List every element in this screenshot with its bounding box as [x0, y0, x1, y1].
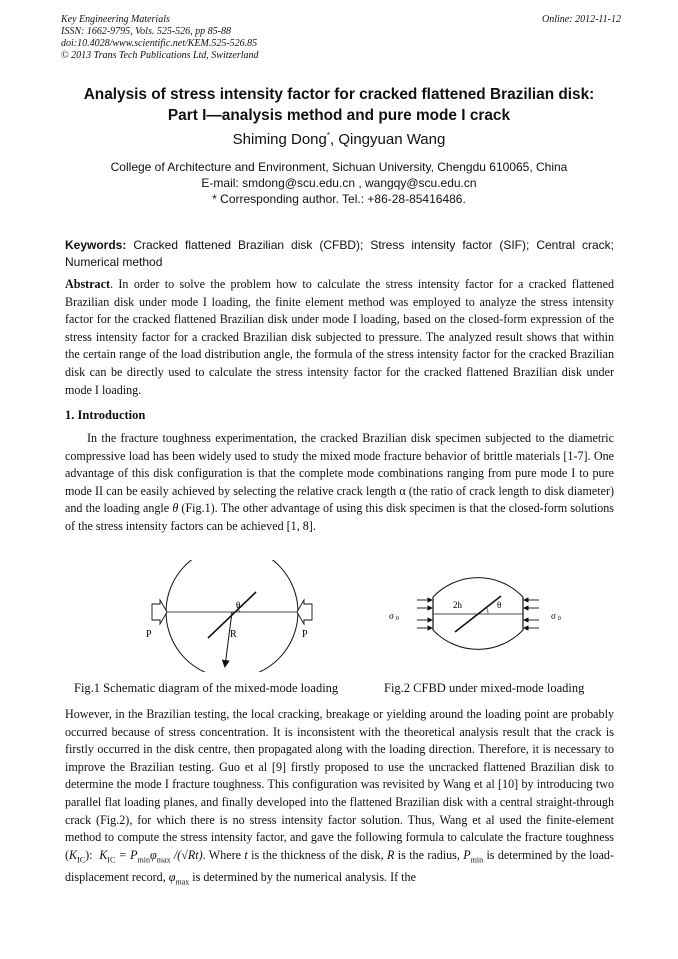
- label-p-left: P: [146, 629, 152, 640]
- formula-rest: /(√Rt): [170, 847, 203, 862]
- intro-p1-text-b: (Fig.1). The other advantage of using this disk specimen is that the closed-form solutions of the stress intensity factors can be achieved [1, 8].: [65, 501, 615, 533]
- label-theta-2: θ: [497, 600, 502, 610]
- affiliation-line: College of Architecture and Environment, Sichuan University, Chengdu 610065, China: [110, 160, 568, 174]
- phimax-subscript: max: [175, 877, 190, 887]
- sigma-left-sub: 0: [395, 616, 399, 622]
- abstract-label: Abstract: [65, 277, 111, 291]
- t-symbol: t: [244, 847, 248, 862]
- title-line-1: Analysis of stress intensity factor for cracked flattened Brazilian disk:: [83, 86, 595, 103]
- label-theta: θ: [236, 600, 241, 610]
- title-line-2: Part I—analysis method and pure mode I crack: [167, 107, 511, 124]
- formula-k: K: [99, 847, 108, 862]
- kic-subscript: IC: [77, 855, 86, 865]
- intro-p2-text-e: is the radius,: [394, 847, 464, 862]
- figure-1-diagram: [140, 560, 340, 672]
- author-1: Shiming Dong: [232, 131, 327, 148]
- keywords-label: Keywords:: [65, 238, 127, 252]
- email-line: E-mail: smdong@scu.edu.cn , wangqy@scu.edu.cn: [201, 176, 477, 190]
- sigma-left-symbol: σ: [389, 611, 394, 621]
- figure-2-caption: Fig.2 CFBD under mixed-mode loading: [384, 681, 585, 695]
- journal-header: [61, 14, 621, 62]
- corresponding-mark: *: [326, 131, 330, 140]
- journal-name: Key Engineering Materials: [61, 14, 170, 25]
- paper-title: [40, 84, 638, 126]
- doi-line: doi:10.4028/www.scientific.net/KEM.525-526.85: [61, 38, 258, 49]
- figure-2-diagram: [383, 562, 583, 672]
- phimax-symbol: φ: [168, 869, 176, 884]
- keywords-block: [65, 237, 614, 271]
- sigma-right-symbol: σ: [551, 611, 556, 621]
- label-sigma-left: [389, 611, 399, 622]
- intro-p2-text-c: . Where: [202, 847, 245, 862]
- formula-phi-sub: max: [156, 855, 171, 865]
- label-sigma-right: [551, 611, 561, 622]
- keywords-text: Cracked flattened Brazilian disk (CFBD); Stress intensity factor (SIF); Central crack; Numerical method: [65, 238, 614, 269]
- intro-paragraph-1: [65, 430, 614, 536]
- abstract-text: . In order to solve the problem how to calculate the stress intensity factor for a cracked flattened Brazilian disk under mode I loading, the finite element method was employed to analyze the stress intensity factor for the cracked flattened Brazilian disk under mode I loading, based on the closed-form expression of the stress intensity factor for a cracked Brazilian disk subjected to pressure. The analyzed result shows that within the certain range of the load distribution angle, the formula of the stress intensity factor for the cracked Brazilian disk can be directly used to calculate the stress intensity factor for the cracked flattened Brazilian disk under mode I loading.: [65, 277, 614, 397]
- author-2: Qingyuan Wang: [338, 131, 446, 148]
- intro-p2-text-g: is determined by the numerical analysis. If the: [189, 869, 416, 884]
- figure-1-caption: Fig.1 Schematic diagram of the mixed-mode loading: [74, 681, 339, 695]
- formula-eq-p: = P: [115, 847, 138, 862]
- abstract-block: [65, 276, 614, 399]
- corresponding-line: * Corresponding author. Tel.: +86-28-85416486.: [212, 192, 466, 206]
- intro-p1-text-a: In the fracture toughness experimentation, the cracked Brazilian disk specimen subjected to the diametric compressive load has been widely used to study the mixed mode fracture behavior of brittle materials [1-7]. One advantage of this disk configuration is that the complete mode combinations ranging from pure mode I to pure mode II can be easily achieved by selecting the relative crack length α (the ratio of crack length to disk diameter) and the loading angle: [65, 431, 614, 516]
- author-separator: ,: [329, 131, 339, 148]
- formula-pmin-sub: min: [137, 855, 150, 865]
- kic-symbol: K: [69, 847, 78, 862]
- load-arrow-right: [297, 600, 312, 624]
- intro-p2-text-f: is determined by the load-displacement record,: [65, 847, 615, 884]
- author-list: [40, 131, 638, 148]
- intro-paragraph-2: [65, 706, 614, 891]
- formula-phi: φ: [149, 847, 157, 862]
- issn-line: ISSN: 1662-9795, Vols. 525-526, pp 85-88: [61, 26, 231, 37]
- copyright-line: © 2013 Trans Tech Publications Ltd, Switzerland: [61, 50, 259, 61]
- kic-formula: [99, 847, 203, 865]
- intro-p2-text-a: However, in the Brazilian testing, the local cracking, breakage or yielding around the loading point are probably occurred because of stress concentration. It is inconsistent with the theoretical analysis result that the crack is firstly occurred in the disk centre, then propagated along with the loading direction. Therefore, it is necessary to improve the Brazilian testing. Guo et al [9] firstly proposed to use the uncracked flattened Brazilian disk to determine the mode I fracture toughness. This configuration was revisited by Wang et al [10] by introducing two parallel flat loading planes, and finally developed into the flattened Brazilian disk with a central straight-through crack (Fig.2), for which there is no stress intensity factor solution. Thus, Wang et al used the finite-element method to compute the stress intensity factor, and gave the following formula to calculate the fracture toughness (: [65, 707, 614, 862]
- section-heading-introduction: 1. Introduction: [65, 408, 146, 422]
- sigma-right-sub: 0: [557, 616, 561, 622]
- r-symbol: R: [387, 847, 395, 862]
- formula-k-sub: IC: [107, 855, 116, 865]
- intro-p2-text-d: is the thickness of the disk,: [247, 847, 388, 862]
- theta-symbol: θ: [172, 501, 179, 516]
- label-2h: 2h: [453, 600, 462, 610]
- load-arrow-left: [152, 600, 167, 624]
- intro-p2-text-b: ):: [85, 847, 93, 862]
- label-p-right: P: [302, 629, 308, 640]
- label-r: R: [230, 629, 237, 640]
- pmin-symbol: P: [463, 847, 471, 862]
- online-date: Online: 2012-11-12: [542, 14, 621, 25]
- pmin-subscript: min: [470, 855, 484, 865]
- affiliation-block: [40, 159, 638, 207]
